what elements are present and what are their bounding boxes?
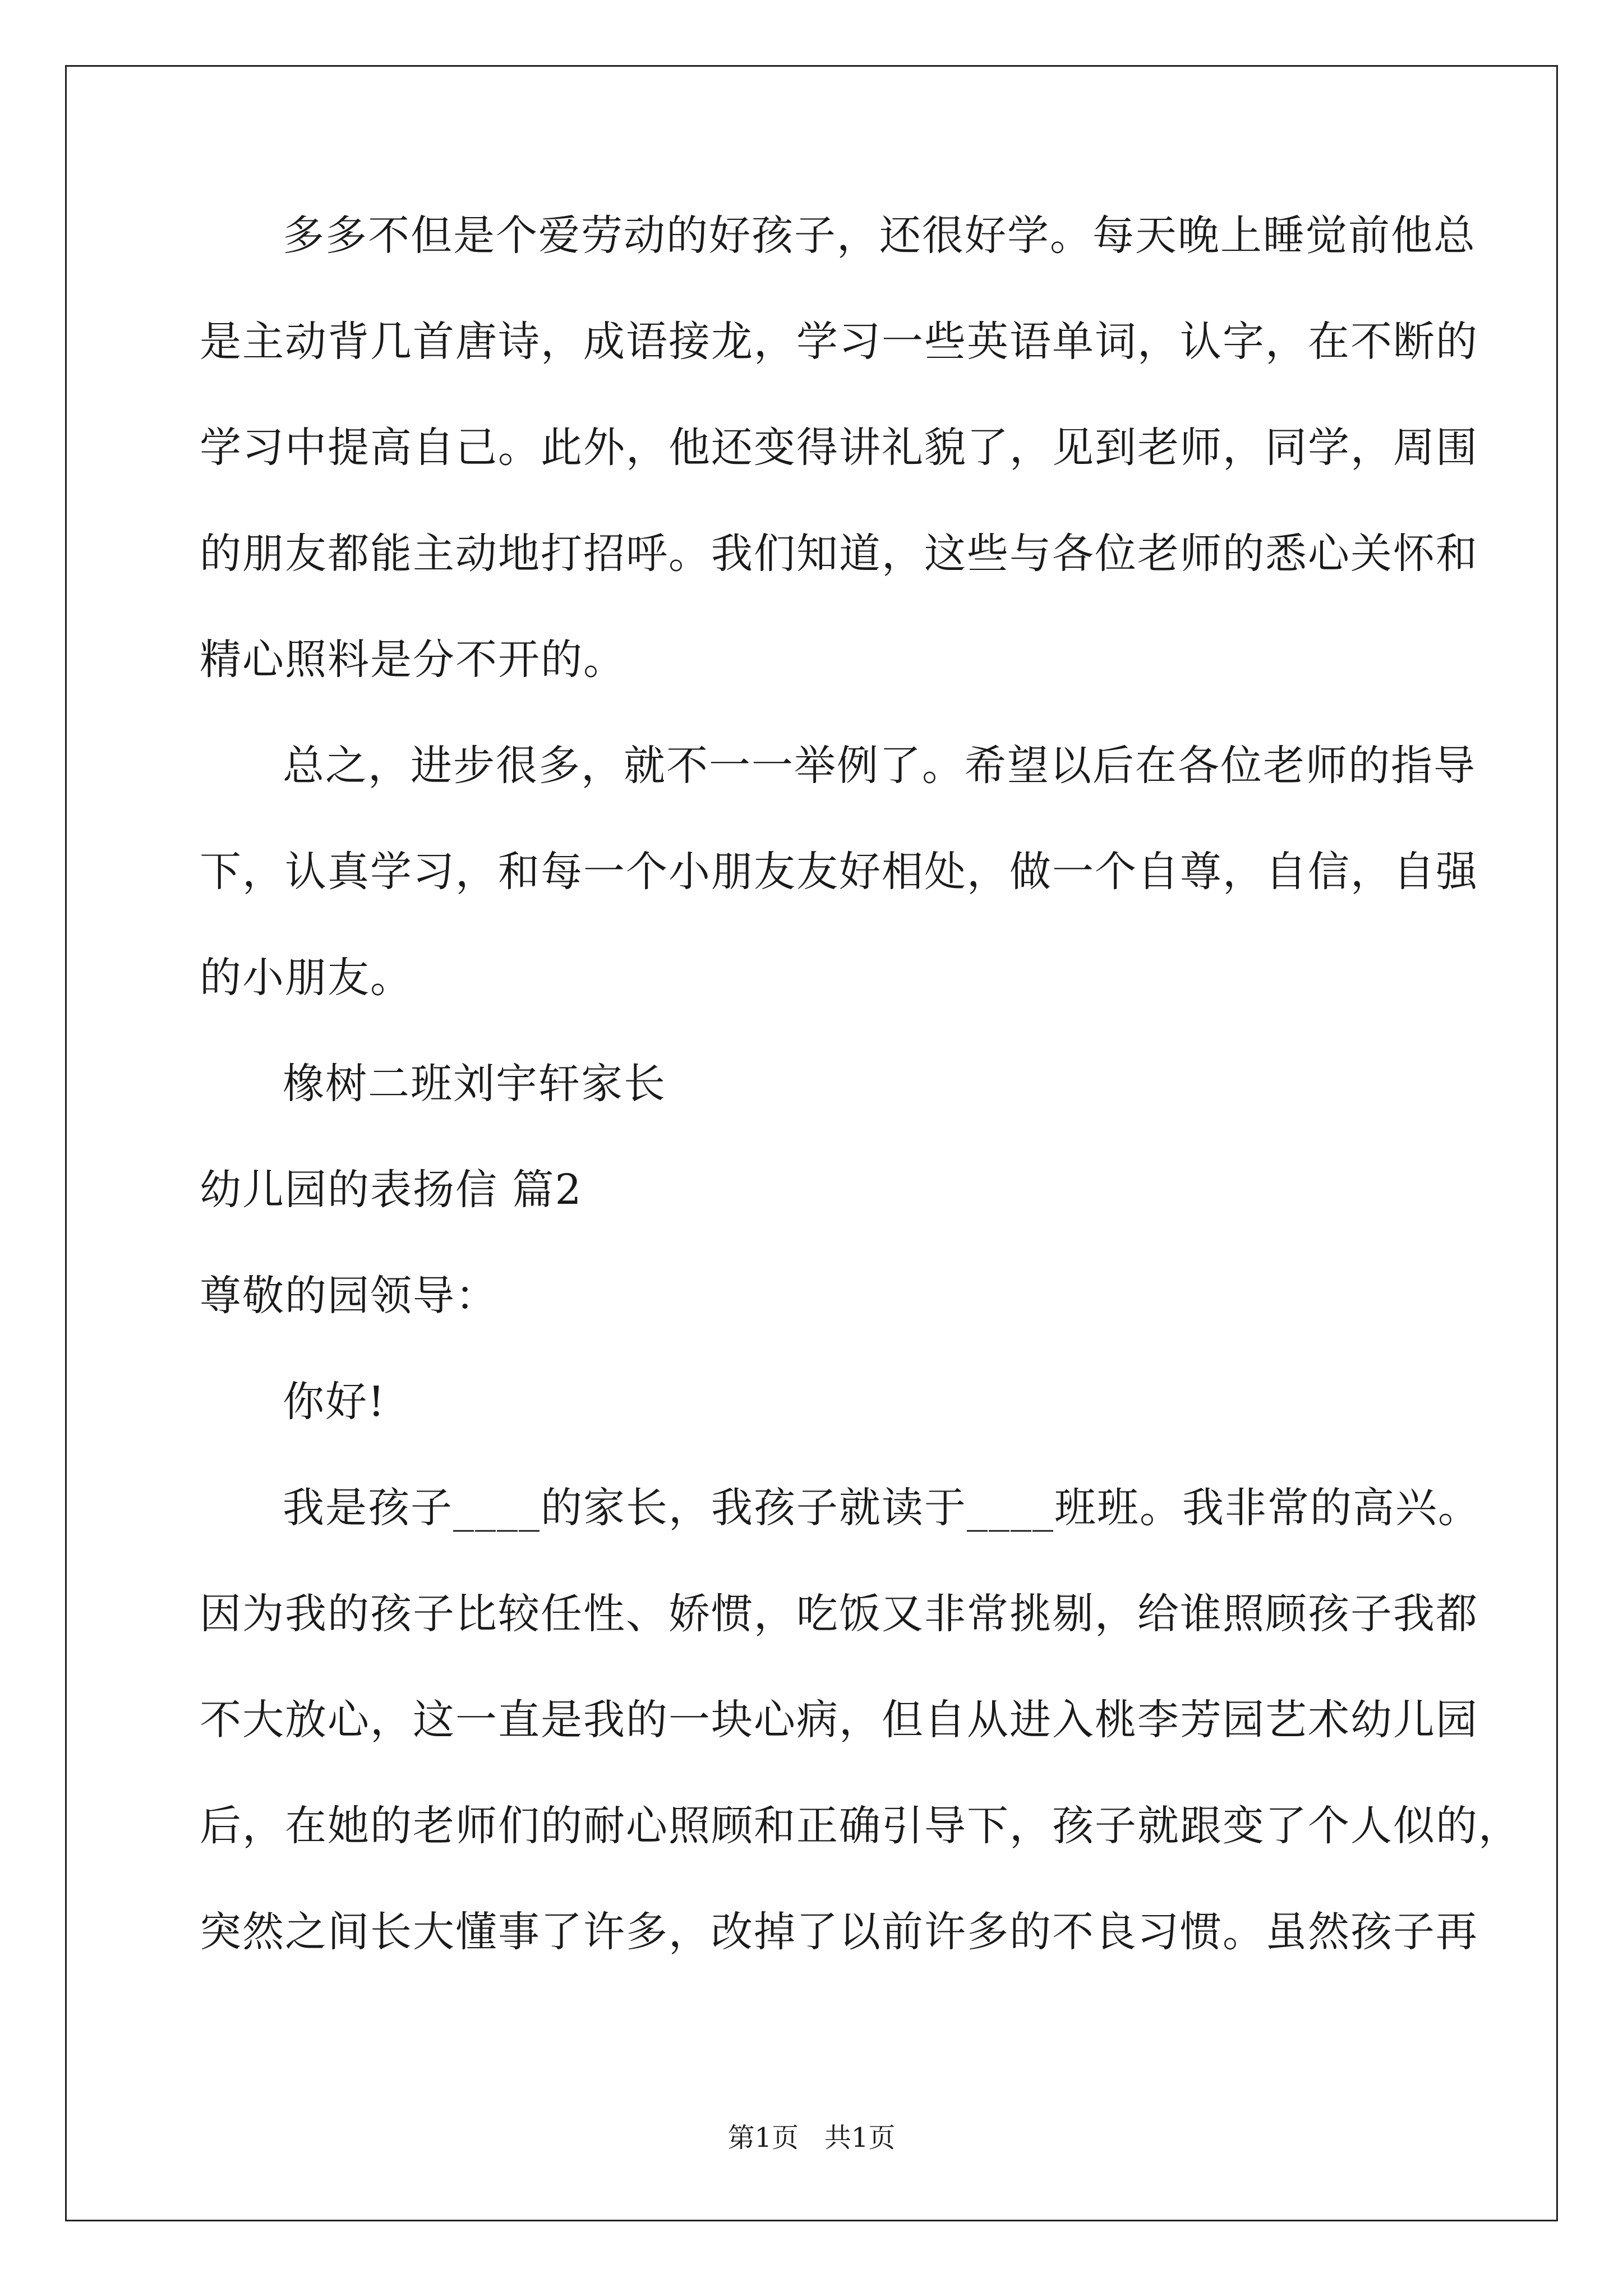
greeting: 你好! — [283, 1378, 386, 1426]
section-title: 幼儿园的表扬信 篇2 — [200, 1166, 583, 1214]
paragraph-1-line-2: 是主动背几首唐诗，成语接龙，学习一些英语单词，认字，在不断的 — [200, 318, 1478, 366]
paragraph-1-line-5: 精心照料是分不开的。 — [200, 636, 626, 684]
paragraph-1-line-1: 多多不但是个爱劳动的好孩子，还很好学。每天晚上睡觉前他总 — [283, 211, 1476, 260]
paragraph-2-line-2: 下，认真学习，和每一个小朋友友好相处，做一个自尊，自信，自强 — [200, 848, 1478, 896]
paragraph-3-line-5: 突然之间长大懂事了许多，改掉了以前许多的不良习惯。虽然孩子再 — [200, 1908, 1478, 1956]
signature: 橡树二班刘宇轩家长 — [283, 1060, 666, 1108]
page-border — [65, 65, 1558, 2221]
paragraph-2-line-3: 的小朋友。 — [200, 954, 413, 1002]
paragraph-1-line-4: 的朋友都能主动地打招呼。我们知道，这些与各位老师的悉心关怀和 — [200, 530, 1478, 578]
paragraph-3-line-2: 因为我的孩子比较任性、娇惯，吃饭又非常挑剔，给谁照顾孩子我都 — [200, 1590, 1478, 1638]
paragraph-1-line-3: 学习中提高自己。此外，他还变得讲礼貌了，见到老师，同学，周围 — [200, 424, 1478, 472]
paragraph-3-line-4: 后，在她的老师们的耐心照顾和正确引导下，孩子就跟变了个人似的， — [200, 1802, 1521, 1850]
page-footer: 第1页 共1页 — [727, 2122, 896, 2154]
salutation: 尊敬的园领导： — [200, 1272, 498, 1320]
paragraph-2-line-1: 总之，进步很多，就不一一举例了。希望以后在各位老师的指导 — [283, 742, 1476, 790]
paragraph-3-line-3: 不大放心，这一直是我的一块心病，但自从进入桃李芳园艺术幼儿园 — [200, 1696, 1478, 1744]
paragraph-3-line-1: 我是孩子____的家长，我孩子就读于____班班。我非常的高兴。 — [283, 1484, 1481, 1532]
